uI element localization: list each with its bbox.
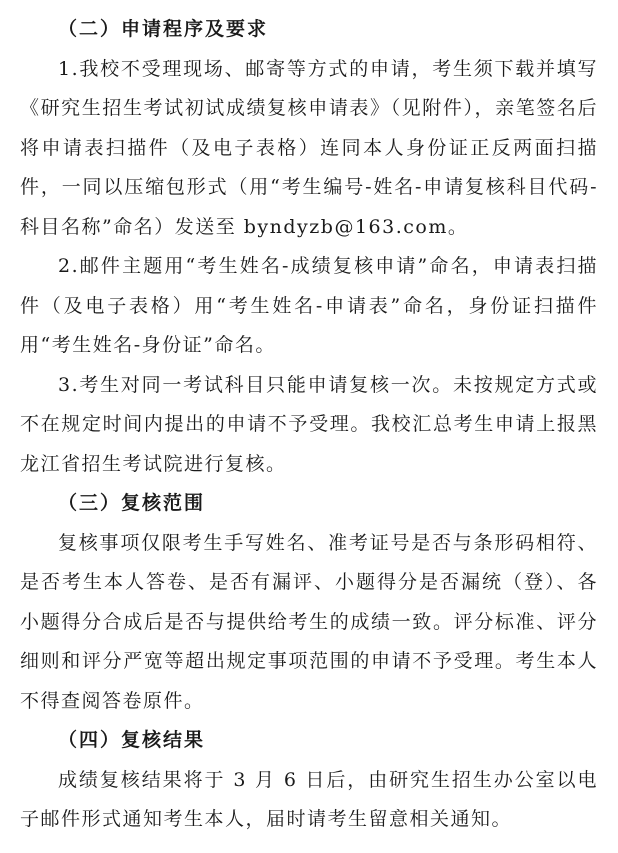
section-heading-procedure: （二）申请程序及要求 xyxy=(58,18,269,40)
procedure-item-2: 2.邮件主题用“考生姓名-成绩复核申请”命名，申请表扫描件（及电子表格）用“考生姓名-申请表”命名，身份证扫描件用“考生姓名-身份证”命名。 xyxy=(20,255,598,356)
procedure-item-1: 1.我校不受理现场、邮寄等方式的申请，考生须下载并填写《研究生招生考试初试成绩复核申请表》（见附件），亲笔签名后将申请表扫描件（及电子表格）连同本人身份证正反两面扫描件，一同以压缩包形式（用“考生编号-姓名-申请复核科目代码-科目名称”命名）发送至 byndyzb@163.com。 xyxy=(20,57,598,238)
section-heading-result: （四）复核结果 xyxy=(58,729,206,751)
section-heading-scope: （三）复核范围 xyxy=(58,492,206,514)
procedure-item-3: 3.考生对同一考试科目只能申请复核一次。未按规定方式或不在规定时间内提出的申请不予受理。我校汇总考生申请上报黑龙江省招生考试院进行复核。 xyxy=(20,373,598,475)
result-paragraph: 成绩复核结果将于 3 月 6 日后，由研究生招生办公室以电子邮件形式通知考生本人，届时请考生留意相关通知。 xyxy=(20,768,598,830)
scope-paragraph: 复核事项仅限考生手写姓名、准考证号是否与条形码相符、是否考生本人答卷、是否有漏评、小题得分是否漏统（登）、各小题得分合成后是否与提供给考生的成绩一致。评分标准、评分细则和评分严宽等超出规定事项范围的申请不予受理。考生本人不得查阅答卷原件。 xyxy=(20,531,598,712)
document-body xyxy=(20,10,598,840)
